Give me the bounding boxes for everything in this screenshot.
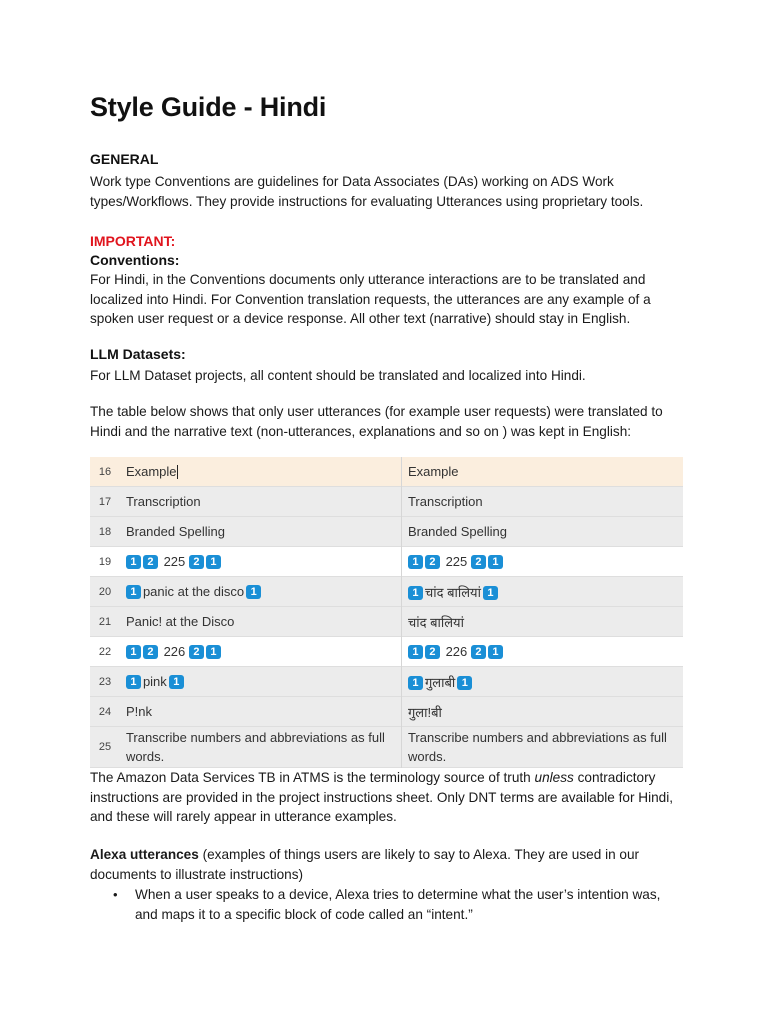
table-row <box>90 487 683 517</box>
hindi-cell <box>401 547 683 577</box>
english-cell <box>120 547 402 577</box>
tag-1-icon: 1 <box>126 675 141 689</box>
llm-paragraph: For LLM Dataset projects, all content should be translated and localized into Hindi. <box>90 368 586 383</box>
terminology-paragraph <box>90 768 680 827</box>
tag-1-icon: 1 <box>126 645 141 659</box>
important-label: IMPORTANT: <box>90 233 176 249</box>
tag-1-icon: 1 <box>126 585 141 599</box>
english-cell <box>120 577 402 607</box>
conventions-heading: Conventions: <box>90 252 180 268</box>
hindi-cell <box>401 637 683 667</box>
hindi-cell <box>401 667 683 697</box>
alexa-utterances-label: Alexa utterances <box>90 847 199 862</box>
hindi-cell <box>401 577 683 607</box>
terminology-text-1: The Amazon Data Services TB in ATMS is the terminology source of truth <box>90 770 535 785</box>
cell-text: panic at the disco <box>142 583 245 599</box>
tag-1-icon: 1 <box>126 555 141 569</box>
english-cell: Transcribe numbers and abbreviations as full words. <box>120 727 402 768</box>
tag-1-icon: 1 <box>206 645 221 659</box>
row-number: 20 <box>90 577 120 607</box>
tag-1-icon: 1 <box>483 586 498 600</box>
table-row <box>90 457 683 487</box>
tag-1-icon: 1 <box>246 585 261 599</box>
english-cell: Transcription <box>120 487 402 517</box>
table-row <box>90 517 683 547</box>
general-heading: GENERAL <box>90 151 159 167</box>
tag-2-icon: 2 <box>189 555 204 569</box>
text-cursor <box>177 465 178 479</box>
tag-2-icon: 2 <box>425 645 440 659</box>
list-item <box>90 885 680 924</box>
cell-text: 225 <box>445 553 468 569</box>
translation-example-table <box>90 457 683 768</box>
tag-2-icon: 2 <box>189 645 204 659</box>
cell-text: 226 <box>163 643 186 659</box>
row-number: 19 <box>90 547 120 577</box>
table-row <box>90 697 683 727</box>
english-cell: P!nk <box>120 697 402 727</box>
alexa-paragraph <box>90 845 680 884</box>
conventions-paragraph: For Hindi, in the Conventions documents only utterance interactions are to be translated and localized into Hindi. For Convention translation requests, the utterances are any example of a spoken user request or a device response. All other text (narrative) should stay in English. <box>90 272 651 326</box>
terminology-text-2: contradictory instructions are provided in the project instructions sheet. Only DNT terms are available for Hindi, and these will rarely appear in utterance examples. <box>90 770 674 824</box>
bullet-dot-icon: • <box>113 887 118 902</box>
hindi-cell: Branded Spelling <box>401 517 683 547</box>
tag-2-icon: 2 <box>471 555 486 569</box>
row-number: 18 <box>90 517 120 547</box>
table-row <box>90 547 683 577</box>
cell-text: Example <box>125 463 177 479</box>
english-cell: Branded Spelling <box>120 517 402 547</box>
row-number: 16 <box>90 457 120 487</box>
hindi-cell: Example <box>401 457 683 487</box>
row-number: 21 <box>90 607 120 637</box>
cell-text: गुलाबी <box>424 674 456 690</box>
tag-1-icon: 1 <box>169 675 184 689</box>
bullet-list <box>90 885 680 924</box>
tag-2-icon: 2 <box>143 555 158 569</box>
tag-2-icon: 2 <box>471 645 486 659</box>
row-number: 25 <box>90 727 120 768</box>
table-row <box>90 607 683 637</box>
cell-text: 225 <box>163 553 186 569</box>
row-number: 23 <box>90 667 120 697</box>
english-cell[interactable] <box>120 457 402 487</box>
cell-text: 226 <box>445 643 468 659</box>
hindi-cell: Transcription <box>401 487 683 517</box>
table-row <box>90 727 683 768</box>
llm-heading: LLM Datasets: <box>90 346 186 362</box>
table-intro-paragraph: The table below shows that only user utterances (for example user requests) were translated to Hindi and the narrative text (non-utterances, explanations and so on ) was kept in English: <box>90 404 663 439</box>
tag-1-icon: 1 <box>408 555 423 569</box>
english-cell <box>120 637 402 667</box>
tag-2-icon: 2 <box>143 645 158 659</box>
english-cell <box>120 667 402 697</box>
row-number: 24 <box>90 697 120 727</box>
tag-1-icon: 1 <box>206 555 221 569</box>
tag-1-icon: 1 <box>408 676 423 690</box>
tag-1-icon: 1 <box>408 586 423 600</box>
tag-1-icon: 1 <box>488 645 503 659</box>
hindi-cell: Transcribe numbers and abbreviations as full words. <box>401 727 683 768</box>
alexa-description: (examples of things users are likely to say to Alexa. They are used in our documents to illustrate instructions) <box>90 847 640 882</box>
table-row <box>90 577 683 607</box>
tag-2-icon: 2 <box>425 555 440 569</box>
hindi-cell: चांद बालियां <box>401 607 683 637</box>
tag-1-icon: 1 <box>408 645 423 659</box>
cell-text: चांद बालियां <box>424 584 481 600</box>
table-row <box>90 667 683 697</box>
row-number: 17 <box>90 487 120 517</box>
unless-emphasis: unless <box>534 770 574 785</box>
page-title: Style Guide - Hindi <box>90 92 327 122</box>
row-number: 22 <box>90 637 120 667</box>
hindi-cell: गुला!बी <box>401 697 683 727</box>
general-paragraph: Work type Conventions are guidelines for Data Associates (DAs) working on ADS Work types/Workflows. They provide instructions for evaluating Utterances using proprietary tools. <box>90 174 644 209</box>
tag-1-icon: 1 <box>457 676 472 690</box>
tag-1-icon: 1 <box>488 555 503 569</box>
english-cell: Panic! at the Disco <box>120 607 402 637</box>
bullet-text: When a user speaks to a device, Alexa tries to determine what the user’s intention was, and maps it to a specific block of code called an “intent.” <box>135 887 661 922</box>
table-row <box>90 637 683 667</box>
cell-text: pink <box>142 673 167 689</box>
